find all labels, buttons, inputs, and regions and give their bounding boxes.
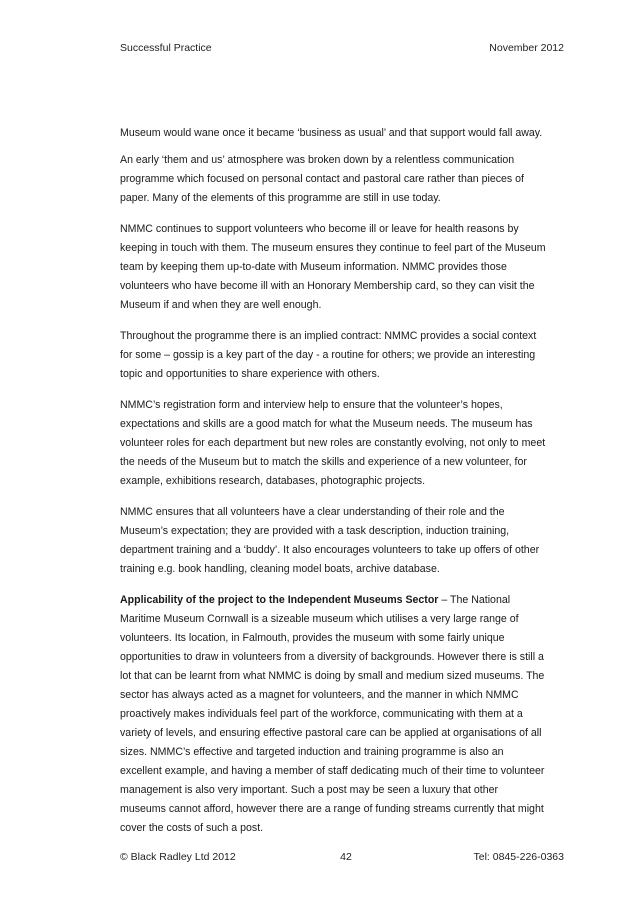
page-header — [120, 42, 564, 56]
body-paragraph: NMMC ensures that all volunteers have a clear understanding of their role and the Museum’s expectation; they are provided with a task description, induction training, department training and a ‘buddy’. It also encourages volunteers to take up offers of other training e.g. book handling, cleaning model boats, archive database. — [120, 506, 540, 575]
body-paragraph: An early ‘them and us’ atmosphere was broken down by a relentless communication programme which focused on personal contact and pastoral care rather than pieces of paper. Many of the elements of this programme are still in use today. — [120, 154, 524, 204]
body-paragraph: NMMC continues to support volunteers who become ill or leave for health reasons by keeping in touch with them. The museum ensures they continue to feel part of the Museum team by keeping them up-to-date with Museum information. NMMC provides those volunteers who have become ill with an Honorary Membership card, so they can visit the Museum if and when they are well enough. — [120, 223, 546, 311]
applicability-heading: Applicability of the project to the Independent Museums Sector — [120, 594, 439, 606]
header-document-title: Successful Practice — [120, 42, 212, 54]
applicability-body: – The National Maritime Museum Cornwall is a sizeable museum which utilises a very large range of volunteers. Its location, in Falmouth, provides the museum with some fairly unique opportunities to draw in volunteers from a diversity of backgrounds. However there is still a lot that can be learnt from what NMMC is doing by small and medium sized museums. The sector has always acted as a magnet for volunteers, and the manner in which NMMC proactively makes individuals feel part of the workforce, communicating with them at a variety of levels, and ensuring effective pastoral care can be applied at organisations of all sizes. NMMC’s effective and targeted induction and training programme is also an excellent example, and having a member of staff dedicating much of their time to volunteer management is also very important. Such a post may be seen a luxury that other museums cannot afford, however there are a range of funding streams currently that might cover the costs of such a post. — [120, 594, 545, 834]
page-footer — [120, 851, 564, 865]
body-paragraph: NMMC’s registration form and interview help to ensure that the volunteer’s hopes, expectations and skills are a good match for what the Museum needs. The museum has volunteer roles for each department but new roles are constantly evolving, not only to meet the needs of the Museum but to match the skills and experience of a new volunteer, for example, exhibitions research, databases, photographic projects. — [120, 399, 546, 487]
page-body — [120, 124, 546, 850]
body-paragraph: Museum would wane once it became ‘business as usual’ and that support would fall away. — [120, 127, 543, 139]
footer-copyright: © Black Radley Ltd 2012 — [120, 851, 236, 863]
footer-telephone: Tel: 0845-226-0363 — [473, 851, 564, 863]
header-date: November 2012 — [489, 42, 564, 54]
page-number: 42 — [340, 851, 352, 863]
body-paragraph: Throughout the programme there is an implied contract: NMMC provides a social context for some – gossip is a key part of the day - a routine for others; we provide an interesting topic and opportunities to share experience with others. — [120, 330, 537, 380]
applicability-paragraph — [120, 591, 546, 838]
